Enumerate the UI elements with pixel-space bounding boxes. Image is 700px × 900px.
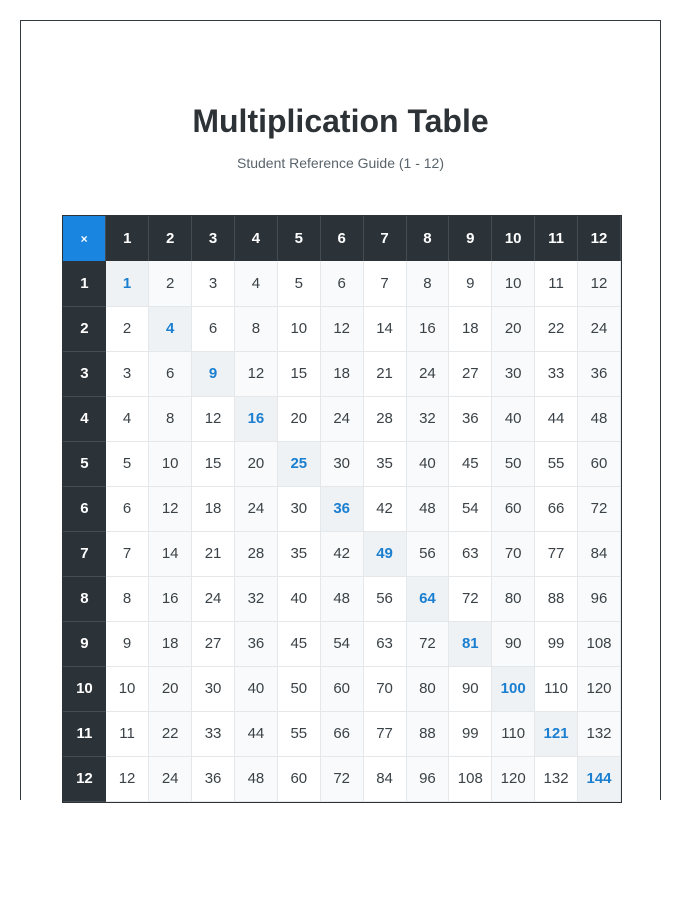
product-cell: 42	[320, 531, 363, 576]
product-cell: 66	[320, 711, 363, 756]
product-cell-square: 1	[106, 261, 149, 306]
column-header: 3	[192, 216, 235, 261]
product-cell: 35	[363, 441, 406, 486]
product-cell: 108	[578, 621, 621, 666]
product-cell: 5	[106, 441, 149, 486]
product-cell: 7	[363, 261, 406, 306]
product-cell: 96	[578, 576, 621, 621]
product-cell: 56	[406, 531, 449, 576]
product-cell: 33	[535, 351, 578, 396]
product-cell: 36	[449, 396, 492, 441]
product-cell: 110	[535, 666, 578, 711]
product-cell: 99	[449, 711, 492, 756]
product-cell: 28	[363, 396, 406, 441]
product-cell-square: 64	[406, 576, 449, 621]
product-cell: 33	[192, 711, 235, 756]
multiplication-table-container	[62, 215, 622, 803]
product-cell: 27	[449, 351, 492, 396]
product-cell: 10	[492, 261, 535, 306]
product-cell: 66	[535, 486, 578, 531]
product-cell-square: 36	[320, 486, 363, 531]
product-cell: 20	[492, 306, 535, 351]
product-cell: 77	[363, 711, 406, 756]
product-cell: 132	[535, 756, 578, 801]
product-cell: 48	[235, 756, 278, 801]
product-cell: 72	[449, 576, 492, 621]
product-cell: 6	[320, 261, 363, 306]
column-header: 10	[492, 216, 535, 261]
product-cell: 55	[277, 711, 320, 756]
product-cell: 50	[492, 441, 535, 486]
product-cell-square: 9	[192, 351, 235, 396]
column-header: 2	[149, 216, 192, 261]
product-cell: 9	[449, 261, 492, 306]
table-row	[63, 621, 621, 666]
product-cell: 72	[406, 621, 449, 666]
product-cell: 35	[277, 531, 320, 576]
product-cell-square: 121	[535, 711, 578, 756]
product-cell: 44	[535, 396, 578, 441]
product-cell: 4	[235, 261, 278, 306]
product-cell: 27	[192, 621, 235, 666]
product-cell-square: 16	[235, 396, 278, 441]
product-cell: 88	[406, 711, 449, 756]
product-cell: 20	[235, 441, 278, 486]
column-header: 8	[406, 216, 449, 261]
column-header: 6	[320, 216, 363, 261]
product-cell: 16	[406, 306, 449, 351]
table-row	[63, 666, 621, 711]
product-cell: 80	[406, 666, 449, 711]
product-cell: 45	[277, 621, 320, 666]
product-cell: 24	[192, 576, 235, 621]
product-cell-square: 4	[149, 306, 192, 351]
product-cell: 30	[320, 441, 363, 486]
product-cell: 16	[149, 576, 192, 621]
table-row	[63, 261, 621, 306]
row-header: 3	[63, 351, 106, 396]
product-cell: 70	[492, 531, 535, 576]
row-header: 10	[63, 666, 106, 711]
product-cell: 4	[106, 396, 149, 441]
product-cell: 24	[320, 396, 363, 441]
product-cell: 60	[578, 441, 621, 486]
table-body	[63, 261, 621, 801]
product-cell: 32	[406, 396, 449, 441]
product-cell: 36	[578, 351, 621, 396]
product-cell: 84	[363, 756, 406, 801]
product-cell: 8	[235, 306, 278, 351]
product-cell: 90	[449, 666, 492, 711]
row-header: 11	[63, 711, 106, 756]
product-cell: 14	[149, 531, 192, 576]
product-cell: 40	[235, 666, 278, 711]
table-row	[63, 486, 621, 531]
table-row	[63, 756, 621, 801]
product-cell-square: 49	[363, 531, 406, 576]
product-cell: 12	[192, 396, 235, 441]
product-cell: 30	[277, 486, 320, 531]
product-cell: 10	[149, 441, 192, 486]
row-header: 6	[63, 486, 106, 531]
row-header: 9	[63, 621, 106, 666]
product-cell: 70	[363, 666, 406, 711]
product-cell: 18	[149, 621, 192, 666]
product-cell: 15	[192, 441, 235, 486]
product-cell: 12	[106, 756, 149, 801]
product-cell: 8	[406, 261, 449, 306]
table-row	[63, 531, 621, 576]
product-cell-square: 144	[578, 756, 621, 801]
table-row	[63, 711, 621, 756]
table-row	[63, 396, 621, 441]
product-cell: 11	[535, 261, 578, 306]
product-cell: 84	[578, 531, 621, 576]
product-cell: 40	[406, 441, 449, 486]
product-cell: 55	[535, 441, 578, 486]
table-header	[63, 216, 621, 261]
column-header: 12	[578, 216, 621, 261]
column-header: 5	[277, 216, 320, 261]
product-cell: 48	[578, 396, 621, 441]
product-cell: 72	[578, 486, 621, 531]
product-cell: 77	[535, 531, 578, 576]
product-cell: 6	[149, 351, 192, 396]
product-cell: 120	[578, 666, 621, 711]
product-cell: 3	[192, 261, 235, 306]
product-cell: 24	[149, 756, 192, 801]
product-cell: 80	[492, 576, 535, 621]
row-header: 8	[63, 576, 106, 621]
reference-sheet	[20, 20, 661, 800]
column-header: 7	[363, 216, 406, 261]
product-cell: 36	[235, 621, 278, 666]
product-cell: 6	[192, 306, 235, 351]
product-cell: 120	[492, 756, 535, 801]
column-header: 11	[535, 216, 578, 261]
product-cell: 7	[106, 531, 149, 576]
product-cell: 22	[535, 306, 578, 351]
page-title: Multiplication Table	[192, 103, 489, 139]
row-header: 4	[63, 396, 106, 441]
product-cell: 18	[320, 351, 363, 396]
page-subtitle: Student Reference Guide (1 - 12)	[236, 155, 444, 171]
product-cell: 60	[320, 666, 363, 711]
product-cell: 36	[192, 756, 235, 801]
product-cell: 6	[106, 486, 149, 531]
product-cell: 30	[492, 351, 535, 396]
product-cell: 21	[363, 351, 406, 396]
column-header: 1	[106, 216, 149, 261]
product-cell: 18	[449, 306, 492, 351]
product-cell: 60	[492, 486, 535, 531]
product-cell: 20	[149, 666, 192, 711]
product-cell: 56	[363, 576, 406, 621]
product-cell: 96	[406, 756, 449, 801]
product-cell: 24	[235, 486, 278, 531]
product-cell: 12	[578, 261, 621, 306]
table-row	[63, 351, 621, 396]
product-cell: 2	[149, 261, 192, 306]
multiplication-table	[63, 216, 621, 802]
row-header: 12	[63, 756, 106, 801]
product-cell: 110	[492, 711, 535, 756]
header-row	[63, 216, 621, 261]
product-cell: 10	[106, 666, 149, 711]
product-cell: 60	[277, 756, 320, 801]
product-cell: 12	[320, 306, 363, 351]
product-cell: 3	[106, 351, 149, 396]
row-header: 2	[63, 306, 106, 351]
product-cell: 8	[149, 396, 192, 441]
product-cell: 24	[406, 351, 449, 396]
product-cell: 63	[449, 531, 492, 576]
product-cell: 5	[277, 261, 320, 306]
product-cell: 132	[578, 711, 621, 756]
product-cell: 99	[535, 621, 578, 666]
table-row	[63, 441, 621, 486]
product-cell: 42	[363, 486, 406, 531]
corner-cell: ×	[63, 216, 106, 261]
product-cell: 24	[578, 306, 621, 351]
product-cell: 11	[106, 711, 149, 756]
product-cell: 45	[449, 441, 492, 486]
product-cell: 12	[235, 351, 278, 396]
table-row	[63, 306, 621, 351]
table-row	[63, 576, 621, 621]
product-cell: 63	[363, 621, 406, 666]
product-cell: 18	[192, 486, 235, 531]
product-cell-square: 25	[277, 441, 320, 486]
column-header: 9	[449, 216, 492, 261]
product-cell: 90	[492, 621, 535, 666]
row-header: 7	[63, 531, 106, 576]
row-header: 1	[63, 261, 106, 306]
product-cell: 28	[235, 531, 278, 576]
product-cell: 10	[277, 306, 320, 351]
product-cell: 22	[149, 711, 192, 756]
product-cell: 88	[535, 576, 578, 621]
product-cell: 12	[149, 486, 192, 531]
product-cell: 14	[363, 306, 406, 351]
product-cell: 40	[492, 396, 535, 441]
product-cell: 72	[320, 756, 363, 801]
column-header: 4	[235, 216, 278, 261]
product-cell: 15	[277, 351, 320, 396]
product-cell: 108	[449, 756, 492, 801]
product-cell: 8	[106, 576, 149, 621]
product-cell: 48	[406, 486, 449, 531]
product-cell: 44	[235, 711, 278, 756]
product-cell: 2	[106, 306, 149, 351]
product-cell-square: 100	[492, 666, 535, 711]
product-cell: 21	[192, 531, 235, 576]
row-header: 5	[63, 441, 106, 486]
product-cell: 20	[277, 396, 320, 441]
product-cell: 32	[235, 576, 278, 621]
product-cell-square: 81	[449, 621, 492, 666]
product-cell: 40	[277, 576, 320, 621]
product-cell: 9	[106, 621, 149, 666]
product-cell: 50	[277, 666, 320, 711]
product-cell: 30	[192, 666, 235, 711]
product-cell: 48	[320, 576, 363, 621]
product-cell: 54	[449, 486, 492, 531]
product-cell: 54	[320, 621, 363, 666]
